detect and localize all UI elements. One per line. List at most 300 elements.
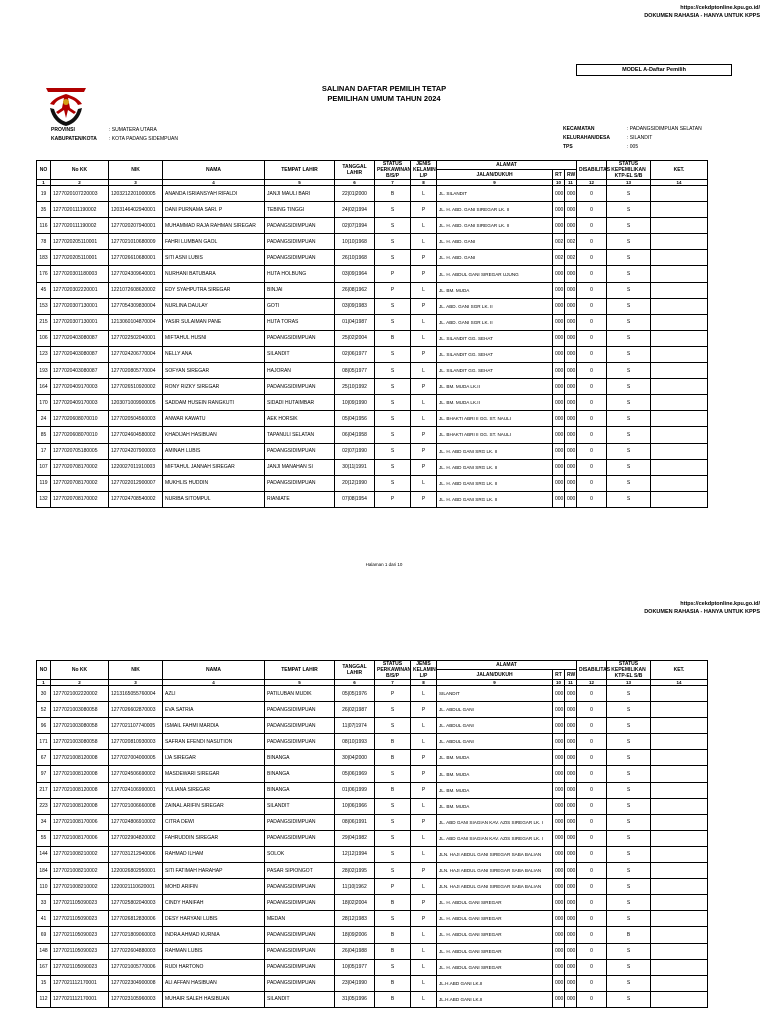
cell-tempat-lahir: TAPANULI SELATAN <box>265 427 335 443</box>
cell-no-kk: 1277020205110001 <box>51 250 109 266</box>
cell-jenis-kelamin: P <box>411 346 437 362</box>
cell-jalan: JL. ABD. GANI SGR LK. II <box>437 298 553 314</box>
cell-no-kk: 1277021003080058 <box>51 734 109 750</box>
cell-disabilitas: 0 <box>577 234 607 250</box>
cell-nik: 1221072608620002 <box>109 282 163 298</box>
cell-tanggal-lahir: 05|06|1969 <box>335 766 375 782</box>
cell-no: 167 <box>37 959 51 975</box>
col-jenis-kelamin: JENIS KELAMIN L/P <box>411 661 437 680</box>
cell-nama: MUHAMMAD RAJA RAHMAN SIREGAR <box>163 218 265 234</box>
table-row <box>37 330 708 346</box>
cell-tempat-lahir: BINANGA <box>265 750 335 766</box>
cell-tanggal-lahir: 10|05|1977 <box>335 959 375 975</box>
table-row <box>37 186 708 202</box>
cell-status: S <box>375 702 411 718</box>
cell-disabilitas: 0 <box>577 927 607 943</box>
cell-ket <box>651 443 708 459</box>
cell-status: B <box>375 734 411 750</box>
cell-rt: 000 <box>553 186 565 202</box>
cell-jenis-kelamin: P <box>411 202 437 218</box>
cell-tempat-lahir: PADANGSIDIMPUAN <box>265 879 335 895</box>
cell-jenis-kelamin: P <box>411 911 437 927</box>
cell-disabilitas: 0 <box>577 895 607 911</box>
cell-jenis-kelamin: P <box>411 863 437 879</box>
cell-status: S <box>375 798 411 814</box>
cell-tanggal-lahir: 07|08|1954 <box>335 491 375 507</box>
cell-jenis-kelamin: L <box>411 975 437 991</box>
cell-disabilitas: 0 <box>577 379 607 395</box>
cell-rt: 000 <box>553 927 565 943</box>
cell-no-kk: 1277021105090023 <box>51 959 109 975</box>
cell-tempat-lahir: SILANDIT <box>265 798 335 814</box>
cell-no: 193 <box>37 363 51 379</box>
table-row <box>37 814 708 830</box>
cell-nik: 1277024708540002 <box>109 491 163 507</box>
cell-jalan: JL. H. ABD. GANI <box>437 234 553 250</box>
cell-jalan: JL. H. ABDUL GANI SIREGAR <box>437 943 553 959</box>
cell-disabilitas: 0 <box>577 346 607 362</box>
table-row <box>37 766 708 782</box>
cell-rt: 000 <box>553 814 565 830</box>
cell-nik: 1277026610680001 <box>109 250 163 266</box>
tps-label: TPS <box>563 144 573 150</box>
cell-tanggal-lahir: 22|01|2000 <box>335 186 375 202</box>
cell-no: 67 <box>37 750 51 766</box>
cell-no: 52 <box>37 702 51 718</box>
cell-tempat-lahir: HUTA TORAS <box>265 314 335 330</box>
cell-rt: 000 <box>553 734 565 750</box>
cell-tanggal-lahir: 08|10|1993 <box>335 734 375 750</box>
cell-status: S <box>375 298 411 314</box>
cell-ktp-el: S <box>607 266 651 282</box>
cell-tempat-lahir: PATILUBAN MUDIK <box>265 686 335 702</box>
cell-status: S <box>375 314 411 330</box>
table-row <box>37 911 708 927</box>
cell-jenis-kelamin: L <box>411 879 437 895</box>
col-index: 10 <box>553 680 565 686</box>
cell-jenis-kelamin: L <box>411 830 437 846</box>
cell-nik: 1277020810930003 <box>109 734 163 750</box>
col-index: 12 <box>577 180 607 186</box>
cell-disabilitas: 0 <box>577 750 607 766</box>
cell-status: B <box>375 975 411 991</box>
col-tanggal-lahir: TANGGAL LAHIR <box>335 161 375 180</box>
cell-rt: 000 <box>553 863 565 879</box>
cell-ktp-el: S <box>607 798 651 814</box>
voter-table <box>36 160 708 508</box>
cell-no-kk: 1277020705180005 <box>51 443 109 459</box>
cell-jenis-kelamin: L <box>411 411 437 427</box>
cell-jenis-kelamin: L <box>411 943 437 959</box>
cell-status: B <box>375 943 411 959</box>
cell-jenis-kelamin: P <box>411 427 437 443</box>
cell-tanggal-lahir: 10|09|1990 <box>335 395 375 411</box>
col-rt: RT <box>553 170 565 180</box>
cell-ktp-el: S <box>607 766 651 782</box>
cell-ket <box>651 330 708 346</box>
cell-no: 19 <box>37 186 51 202</box>
cell-jalan: JL. BM. MUDA <box>437 282 553 298</box>
site-url[interactable]: https://cekdptonline.kpu.go.id/ <box>680 601 760 607</box>
cell-status: S <box>375 363 411 379</box>
cell-no: 153 <box>37 298 51 314</box>
cell-ket <box>651 379 708 395</box>
voter-rows <box>37 186 708 508</box>
cell-ket <box>651 491 708 507</box>
cell-disabilitas: 0 <box>577 250 607 266</box>
cell-nama: RAHMAD ILHAM <box>163 846 265 862</box>
cell-no-kk: 1277021105090023 <box>51 911 109 927</box>
table-row <box>37 830 708 846</box>
cell-nama: DANI PURNAMA SARI. P <box>163 202 265 218</box>
cell-ktp-el: S <box>607 218 651 234</box>
cell-tanggal-lahir: 26|10|1968 <box>335 250 375 266</box>
cell-jenis-kelamin: L <box>411 475 437 491</box>
cell-jenis-kelamin: P <box>411 766 437 782</box>
cell-no: 223 <box>37 798 51 814</box>
cell-rt: 000 <box>553 991 565 1007</box>
cell-nik: 1277022604880003 <box>109 943 163 959</box>
col-nama: NAMA <box>163 661 265 680</box>
col-tempat-lahir: TEMPAT LAHIR <box>265 161 335 180</box>
cell-jenis-kelamin: L <box>411 363 437 379</box>
cell-jalan: JL. BM. MUDA <box>437 750 553 766</box>
cell-nik: 1277026812830006 <box>109 911 163 927</box>
cell-rw: 000 <box>565 814 577 830</box>
cell-ktp-el: S <box>607 491 651 507</box>
cell-disabilitas: 0 <box>577 734 607 750</box>
cell-disabilitas: 0 <box>577 427 607 443</box>
cell-status: S <box>375 218 411 234</box>
col-index: 14 <box>651 180 708 186</box>
cell-ktp-el: S <box>607 750 651 766</box>
cell-disabilitas: 0 <box>577 975 607 991</box>
cell-jalan: JL. H. ABD GANI SRG LK. II <box>437 491 553 507</box>
col-index: 6 <box>335 180 375 186</box>
cell-rw: 000 <box>565 379 577 395</box>
col-alamat: ALAMAT <box>437 161 577 170</box>
title-line-2: PEMILIHAN UMUM TAHUN 2024 <box>327 94 441 103</box>
cell-ket <box>651 411 708 427</box>
cell-jenis-kelamin: L <box>411 798 437 814</box>
cell-ktp-el: S <box>607 443 651 459</box>
cell-ket <box>651 266 708 282</box>
cell-ktp-el: S <box>607 186 651 202</box>
col-no-kk: No KK <box>51 661 109 680</box>
cell-nik: 1277022904820002 <box>109 830 163 846</box>
cell-no: 170 <box>37 395 51 411</box>
cell-jalan: JL. BM. MUDA LK.II <box>437 379 553 395</box>
cell-nama: RONY RIZKY SIREGAR <box>163 379 265 395</box>
cell-ktp-el: S <box>607 330 651 346</box>
cell-jalan: JL. BM. MUDA <box>437 798 553 814</box>
cell-tempat-lahir: PADANGSIDIMPUAN <box>265 830 335 846</box>
col-rw: RW <box>565 670 577 680</box>
cell-disabilitas: 0 <box>577 798 607 814</box>
col-nama: NAMA <box>163 161 265 180</box>
cell-status: P <box>375 491 411 507</box>
table-header <box>37 661 708 686</box>
table-row <box>37 266 708 282</box>
cell-ktp-el: S <box>607 379 651 395</box>
cell-rt: 000 <box>553 879 565 895</box>
model-label: MODEL A-Daftar Pemilih <box>576 64 732 76</box>
cell-rt: 000 <box>553 282 565 298</box>
cell-ket <box>651 782 708 798</box>
col-index: 8 <box>411 180 437 186</box>
cell-nama: MIFTAHUL HUSNI <box>163 330 265 346</box>
cell-disabilitas: 0 <box>577 782 607 798</box>
col-status-perkawinan: STATUS PERKAWINAN B/S/P <box>375 161 411 180</box>
cell-status: S <box>375 379 411 395</box>
cell-nama: MOHD ARIFIN <box>163 879 265 895</box>
cell-disabilitas: 0 <box>577 702 607 718</box>
cell-no: 78 <box>37 234 51 250</box>
cell-nama: AZLI <box>163 686 265 702</box>
col-index: 13 <box>607 180 651 186</box>
cell-disabilitas: 0 <box>577 443 607 459</box>
col-index: 10 <box>553 180 565 186</box>
cell-no: 116 <box>37 218 51 234</box>
cell-jenis-kelamin: L <box>411 330 437 346</box>
cell-no-kk: 1277021105090023 <box>51 895 109 911</box>
col-index: 4 <box>163 680 265 686</box>
cell-nik: 1277026602870003 <box>109 702 163 718</box>
cell-nama: ISMAIL FAHMI MARDIA <box>163 718 265 734</box>
cell-rw: 000 <box>565 346 577 362</box>
cell-status: S <box>375 475 411 491</box>
cell-no-kk: 1277021105090023 <box>51 927 109 943</box>
cell-tempat-lahir: SIDADI HUTAIMBAR <box>265 395 335 411</box>
cell-tanggal-lahir: 25|10|1992 <box>335 379 375 395</box>
kecamatan-value: : PADANGSIDIMPUAN SELATAN <box>627 126 702 132</box>
col-nik: NIK <box>109 661 163 680</box>
cell-no-kk: 1277020403080087 <box>51 330 109 346</box>
cell-no: 34 <box>37 814 51 830</box>
cell-disabilitas: 0 <box>577 911 607 927</box>
cell-status: S <box>375 959 411 975</box>
table-row <box>37 491 708 507</box>
table-row <box>37 863 708 879</box>
col-index: 9 <box>437 680 553 686</box>
cell-no-kk: 1277021008170006 <box>51 814 109 830</box>
cell-nik: 1203071009900005 <box>109 395 163 411</box>
cell-ket <box>651 250 708 266</box>
cell-no: 171 <box>37 734 51 750</box>
col-index: 4 <box>163 180 265 186</box>
cell-ktp-el: S <box>607 975 651 991</box>
cell-rw: 000 <box>565 491 577 507</box>
col-index: 3 <box>109 180 163 186</box>
cell-no: 148 <box>37 943 51 959</box>
col-index: 5 <box>265 180 335 186</box>
cell-status: B <box>375 782 411 798</box>
cell-no: 30 <box>37 686 51 702</box>
cell-nama: YASIR SULAIMAN PANE <box>163 314 265 330</box>
site-header <box>644 4 760 20</box>
cell-rw: 000 <box>565 282 577 298</box>
cell-status: S <box>375 766 411 782</box>
table-row <box>37 879 708 895</box>
cell-rt: 000 <box>553 750 565 766</box>
cell-tanggal-lahir: 26|08|1962 <box>335 282 375 298</box>
col-index: 2 <box>51 680 109 686</box>
cell-tanggal-lahir: 23|04|1990 <box>335 975 375 991</box>
kelurahan-value: : SILANDIT <box>627 135 653 141</box>
cell-tanggal-lahir: 11|07|1974 <box>335 718 375 734</box>
cell-no: 164 <box>37 379 51 395</box>
col-index: 6 <box>335 680 375 686</box>
cell-tanggal-lahir: 10|10|1968 <box>335 234 375 250</box>
cell-no: 97 <box>37 766 51 782</box>
cell-rt: 000 <box>553 395 565 411</box>
cell-tempat-lahir: PADANGSIDIMPUAN <box>265 379 335 395</box>
cell-no-kk: 1277021008120008 <box>51 750 109 766</box>
table-row <box>37 927 708 943</box>
cell-no-kk: 1277021008210002 <box>51 846 109 862</box>
cell-no: 184 <box>37 863 51 879</box>
col-index: 9 <box>437 180 553 186</box>
site-header <box>644 600 760 616</box>
cell-jenis-kelamin: P <box>411 702 437 718</box>
cell-status: S <box>375 202 411 218</box>
site-url[interactable]: https://cekdptonline.kpu.go.id/ <box>680 5 760 11</box>
cell-no-kk: 1277021112170001 <box>51 975 109 991</box>
cell-no: 17 <box>37 443 51 459</box>
cell-jalan: JL. SILANDIT GG. SEHAT <box>437 330 553 346</box>
table-row <box>37 475 708 491</box>
cell-nama: CINDY HANIFAH <box>163 895 265 911</box>
cell-jalan: JL. ABD GANI SIAGIAN KAV. AZIS SIREGAR LK. I <box>437 830 553 846</box>
cell-tanggal-lahir: 03|09|1964 <box>335 266 375 282</box>
cell-rt: 000 <box>553 895 565 911</box>
cell-nama: YULIANA SIREGAR <box>163 782 265 798</box>
cell-tempat-lahir: PADANGSIDIMPUAN <box>265 443 335 459</box>
cell-nik: 1277020805770004 <box>109 363 163 379</box>
cell-nama: ZAINAL ARIFIN SIREGAR <box>163 798 265 814</box>
cell-tempat-lahir: PADANGSIDIMPUAN <box>265 250 335 266</box>
cell-nama: IJA SIREGAR <box>163 750 265 766</box>
cell-rt: 000 <box>553 298 565 314</box>
cell-tempat-lahir: HUTA HOLBUNG <box>265 266 335 282</box>
cell-tempat-lahir: PADANGSIDIMPUAN <box>265 895 335 911</box>
cell-status: S <box>375 830 411 846</box>
cell-nama: NURHANI BATUBARA <box>163 266 265 282</box>
cell-tanggal-lahir: 30|11|1991 <box>335 459 375 475</box>
table-row <box>37 250 708 266</box>
cell-jalan: JLN. HAJI ABDUL GANI SIREGAR SABA BALIAN <box>437 879 553 895</box>
cell-ktp-el: S <box>607 346 651 362</box>
cell-disabilitas: 0 <box>577 879 607 895</box>
cell-tanggal-lahir: 02|07|1994 <box>335 218 375 234</box>
cell-no: 45 <box>37 282 51 298</box>
cell-disabilitas: 0 <box>577 718 607 734</box>
tps-value: : 005 <box>627 144 639 150</box>
table-row <box>37 395 708 411</box>
table-row <box>37 298 708 314</box>
provinsi-value: : SUMATERA UTARA <box>109 127 157 133</box>
cell-jenis-kelamin: L <box>411 234 437 250</box>
cell-rt: 000 <box>553 202 565 218</box>
cell-jalan: JL. H. ABD GANI SRG LK. II <box>437 459 553 475</box>
cell-disabilitas: 0 <box>577 395 607 411</box>
cell-ktp-el: S <box>607 718 651 734</box>
cell-nik: 1277021005770006 <box>109 959 163 975</box>
table-row <box>37 943 708 959</box>
page-number: Halaman 1 dari 10 <box>365 562 403 567</box>
cell-disabilitas: 0 <box>577 282 607 298</box>
cell-jalan: JL. H. ABD. GANI SIREGAR LK. II <box>437 218 553 234</box>
voter-table <box>36 660 708 1008</box>
cell-ket <box>651 863 708 879</box>
cell-rw: 000 <box>565 991 577 1007</box>
cell-no: 15 <box>37 975 51 991</box>
cell-rt: 000 <box>553 702 565 718</box>
cell-nik: 1277022502040001 <box>109 330 163 346</box>
cell-no-kk: 1277020708170002 <box>51 459 109 475</box>
cell-no-kk: 1277020608070010 <box>51 411 109 427</box>
cell-nik: 1220026802950001 <box>109 863 163 879</box>
table-row <box>37 234 708 250</box>
cell-tanggal-lahir: 30|04|2000 <box>335 750 375 766</box>
cell-ktp-el: S <box>607 459 651 475</box>
cell-no-kk: 1277020708170002 <box>51 491 109 507</box>
cell-tanggal-lahir: 01|04|1987 <box>335 314 375 330</box>
cell-tempat-lahir: SILANDIT <box>265 991 335 1007</box>
cell-rt: 000 <box>553 363 565 379</box>
cell-rw: 000 <box>565 798 577 814</box>
cell-ket <box>651 750 708 766</box>
cell-rw: 000 <box>565 766 577 782</box>
cell-ktp-el: S <box>607 991 651 1007</box>
cell-no: 24 <box>37 411 51 427</box>
cell-ket <box>651 186 708 202</box>
cell-disabilitas: 0 <box>577 314 607 330</box>
cell-ket <box>651 975 708 991</box>
cell-status: S <box>375 846 411 862</box>
cell-rt: 000 <box>553 427 565 443</box>
cell-rw: 000 <box>565 863 577 879</box>
cell-jalan: JL.H.ABD GANI LK.II <box>437 991 553 1007</box>
cell-tanggal-lahir: 18|02|2004 <box>335 895 375 911</box>
cell-nik: 1277020207940001 <box>109 218 163 234</box>
table-header <box>37 161 708 186</box>
cell-tanggal-lahir: 05|04|1956 <box>335 411 375 427</box>
cell-no: 123 <box>37 346 51 362</box>
cell-disabilitas: 0 <box>577 959 607 975</box>
cell-rw: 000 <box>565 330 577 346</box>
cell-no-kk: 1277020107220003 <box>51 186 109 202</box>
cell-jalan: JL. ABD GANI SIAGIAN KAV. AZIS SIREGAR LK. I <box>437 814 553 830</box>
cell-ket <box>651 363 708 379</box>
table-row <box>37 346 708 362</box>
cell-status: S <box>375 346 411 362</box>
cell-rw: 000 <box>565 895 577 911</box>
cell-rt: 000 <box>553 782 565 798</box>
cell-nama: SADDAM HUSEIN RANGKUTI <box>163 395 265 411</box>
cell-tempat-lahir: PADANGSIDIMPUAN <box>265 814 335 830</box>
cell-ket <box>651 830 708 846</box>
cell-no: 96 <box>37 718 51 734</box>
col-index: 2 <box>51 180 109 186</box>
cell-no: 35 <box>37 202 51 218</box>
cell-status: P <box>375 266 411 282</box>
cell-no: 110 <box>37 879 51 895</box>
cell-rw: 000 <box>565 443 577 459</box>
cell-ket <box>651 314 708 330</box>
cell-disabilitas: 0 <box>577 363 607 379</box>
cell-jenis-kelamin: L <box>411 395 437 411</box>
